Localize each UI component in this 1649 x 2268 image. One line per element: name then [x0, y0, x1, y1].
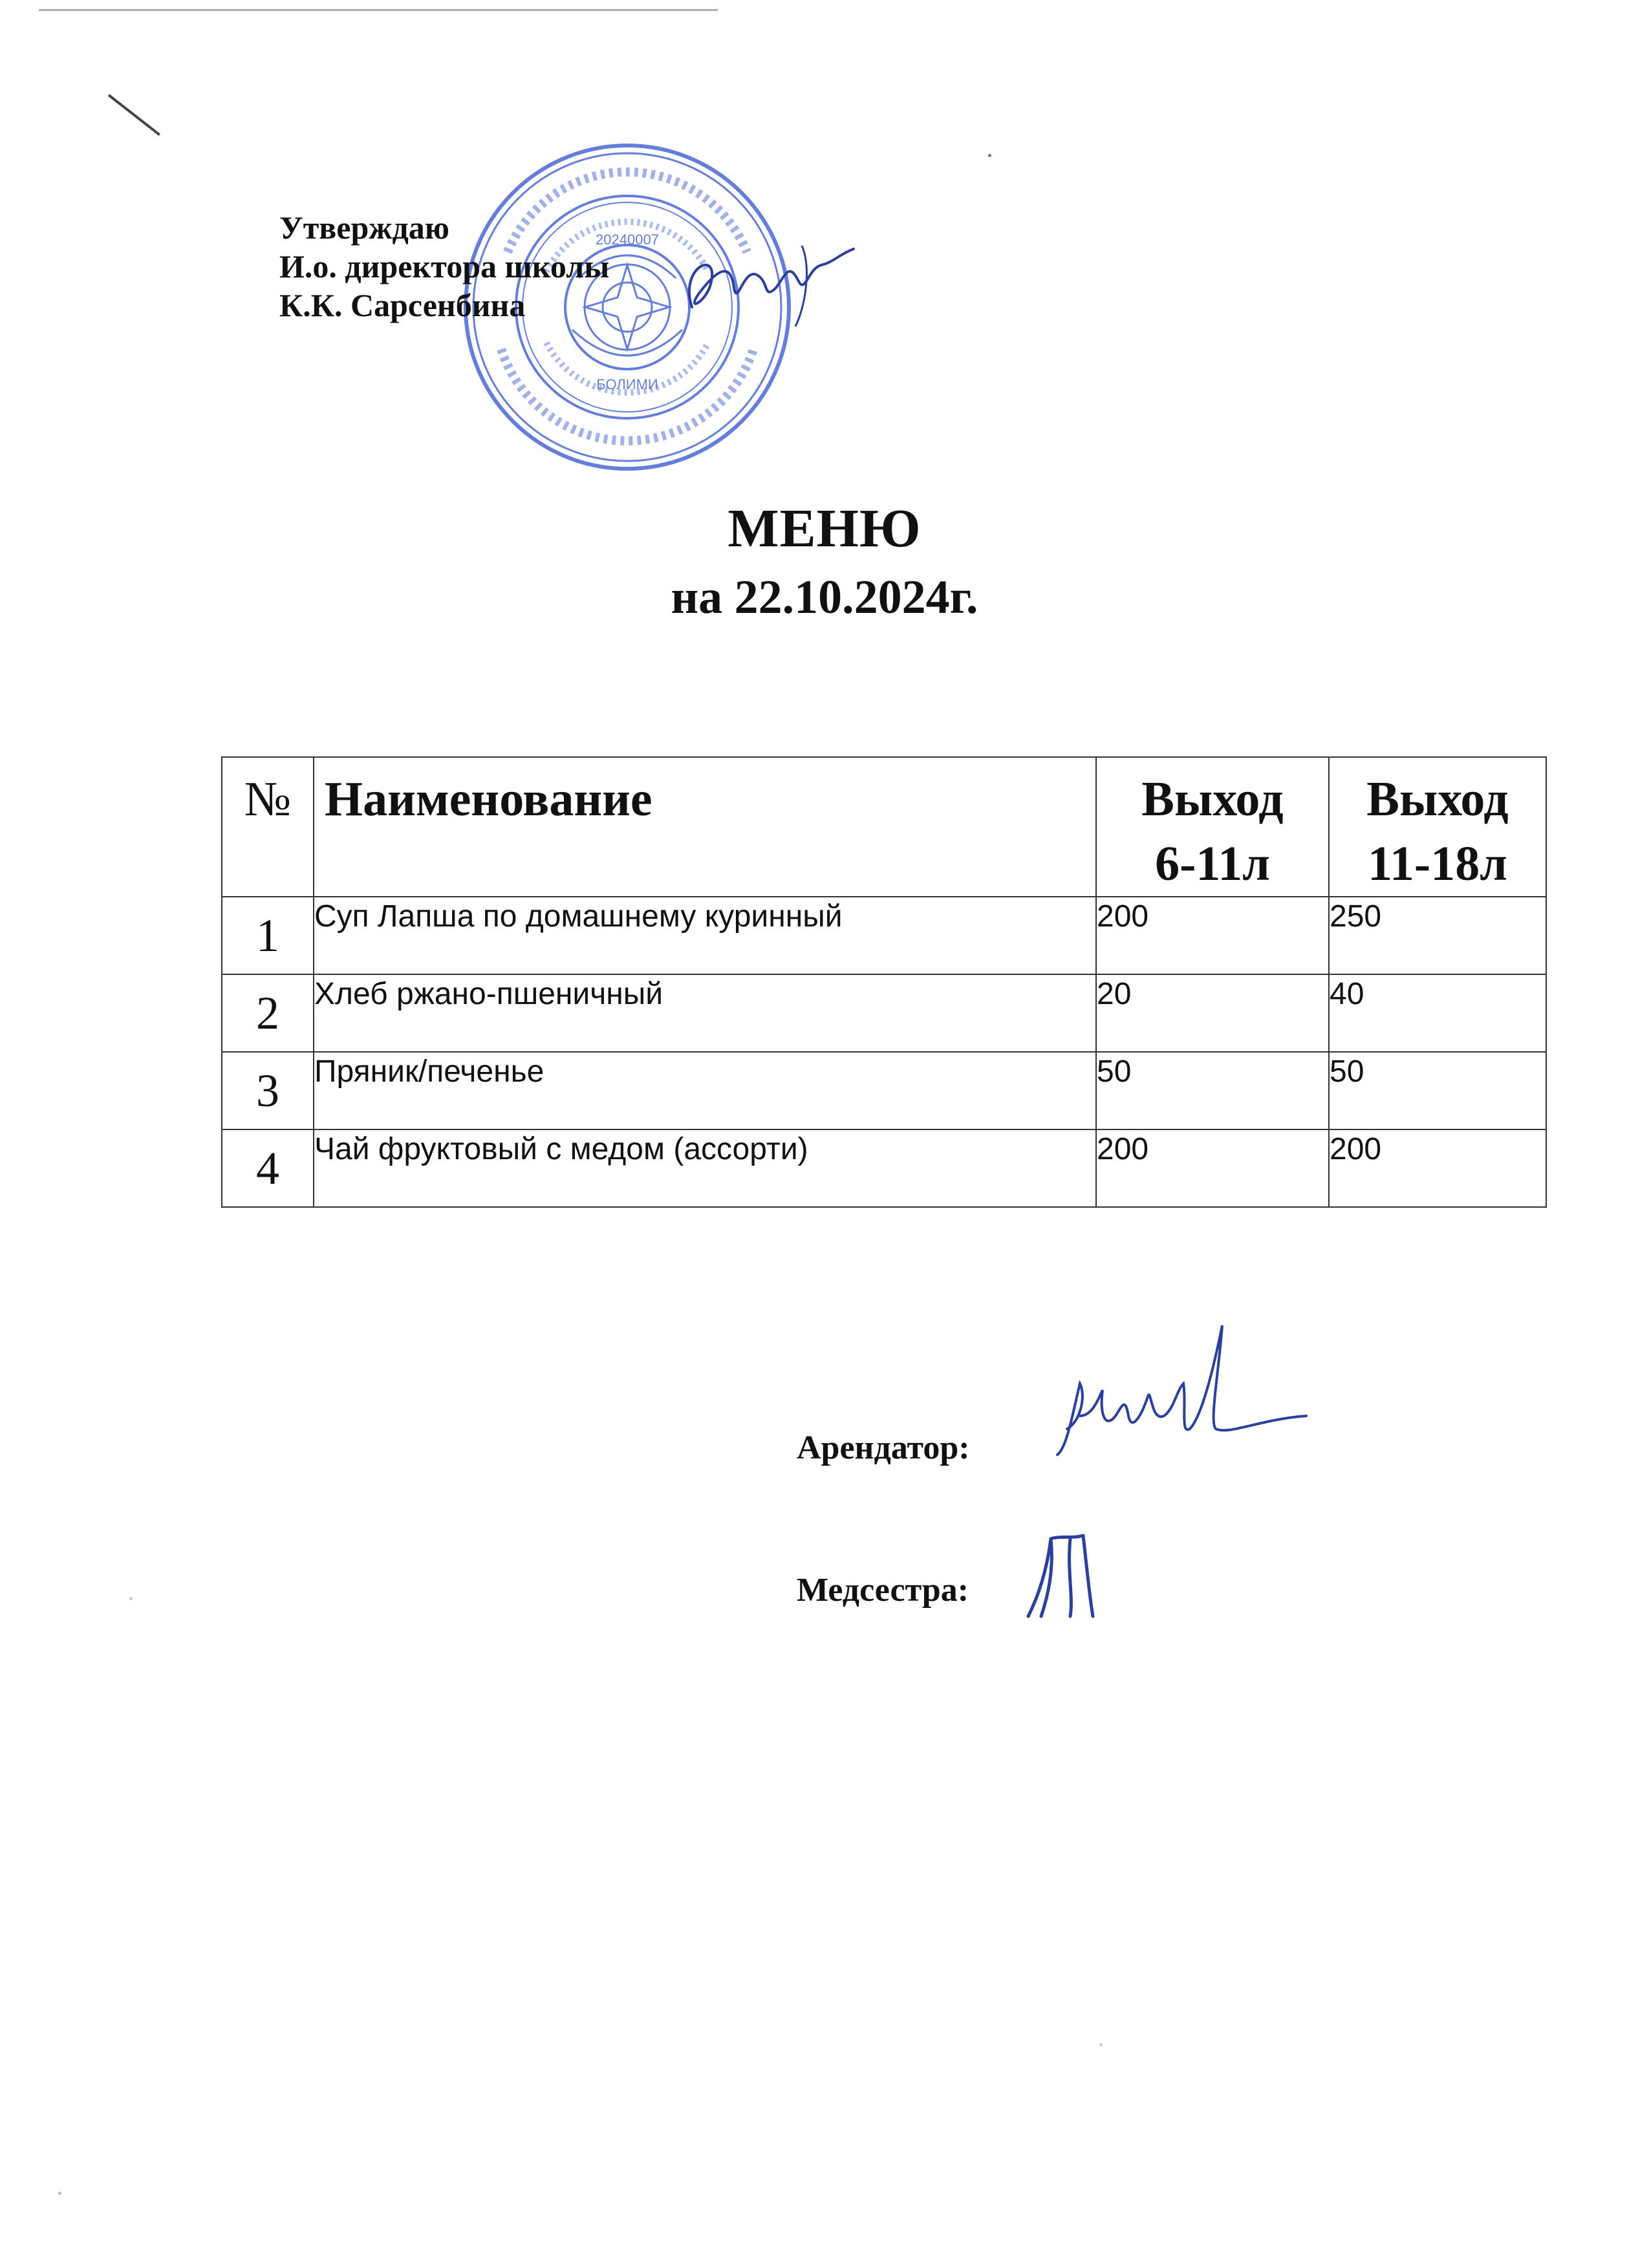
row-number: 2	[222, 974, 314, 1052]
portion-6-11: 200	[1096, 1129, 1329, 1207]
scan-speck	[58, 2192, 61, 2195]
portion-11-18: 250	[1329, 897, 1546, 974]
portion-11-18: 200	[1329, 1129, 1546, 1207]
scan-speck	[988, 154, 991, 157]
document-title: МЕНЮ	[727, 498, 921, 559]
portion-11-18: 40	[1329, 974, 1546, 1052]
header-output-6-11: Выход 6-11л	[1096, 757, 1329, 897]
approval-position: И.о. директора школы	[279, 248, 610, 284]
director-signature-icon	[673, 230, 860, 339]
header-output-11-18: Выход 11-18л	[1329, 757, 1546, 897]
dish-name: Чай фруктовый с медом (ассорти)	[314, 1129, 1096, 1207]
approval-heading: Утверждаю	[279, 209, 450, 246]
dish-name: Пряник/печенье	[314, 1052, 1096, 1129]
nurse-label: Медсестра:	[797, 1572, 969, 1609]
seal-number: 20240007	[596, 231, 659, 248]
row-number: 4	[222, 1129, 314, 1207]
approval-name: К.К. Сарсенбина	[279, 287, 526, 323]
menu-table	[221, 756, 1547, 1208]
scan-speck	[129, 1597, 133, 1600]
portion-6-11: 200	[1096, 897, 1329, 974]
nurse-signature-icon	[1022, 1526, 1099, 1623]
approval-block	[279, 208, 609, 325]
table-row	[222, 1052, 1546, 1129]
portion-6-11: 20	[1096, 974, 1329, 1052]
dish-name: Хлеб ржано-пшеничный	[314, 974, 1096, 1052]
portion-6-11: 50	[1096, 1052, 1329, 1129]
scan-mark	[108, 94, 160, 136]
scan-edge-line	[39, 9, 718, 11]
table-row	[222, 1129, 1546, 1207]
scan-speck	[1099, 2043, 1103, 2046]
table-header-row	[222, 757, 1546, 897]
table-row	[222, 897, 1546, 974]
tenant-label: Арендатор:	[797, 1429, 970, 1466]
seal-word: БОЛИМИ	[596, 376, 658, 392]
portion-11-18: 50	[1329, 1052, 1546, 1129]
header-number: №	[222, 757, 314, 897]
row-number: 3	[222, 1052, 314, 1129]
row-number: 1	[222, 897, 314, 974]
table-row	[222, 974, 1546, 1052]
document-date: на 22.10.2024г.	[671, 571, 978, 624]
header-name: Наименование	[314, 757, 1096, 897]
dish-name: Суп Лапша по домашнему куринный	[314, 897, 1096, 974]
tenant-signature-icon	[1054, 1319, 1313, 1493]
